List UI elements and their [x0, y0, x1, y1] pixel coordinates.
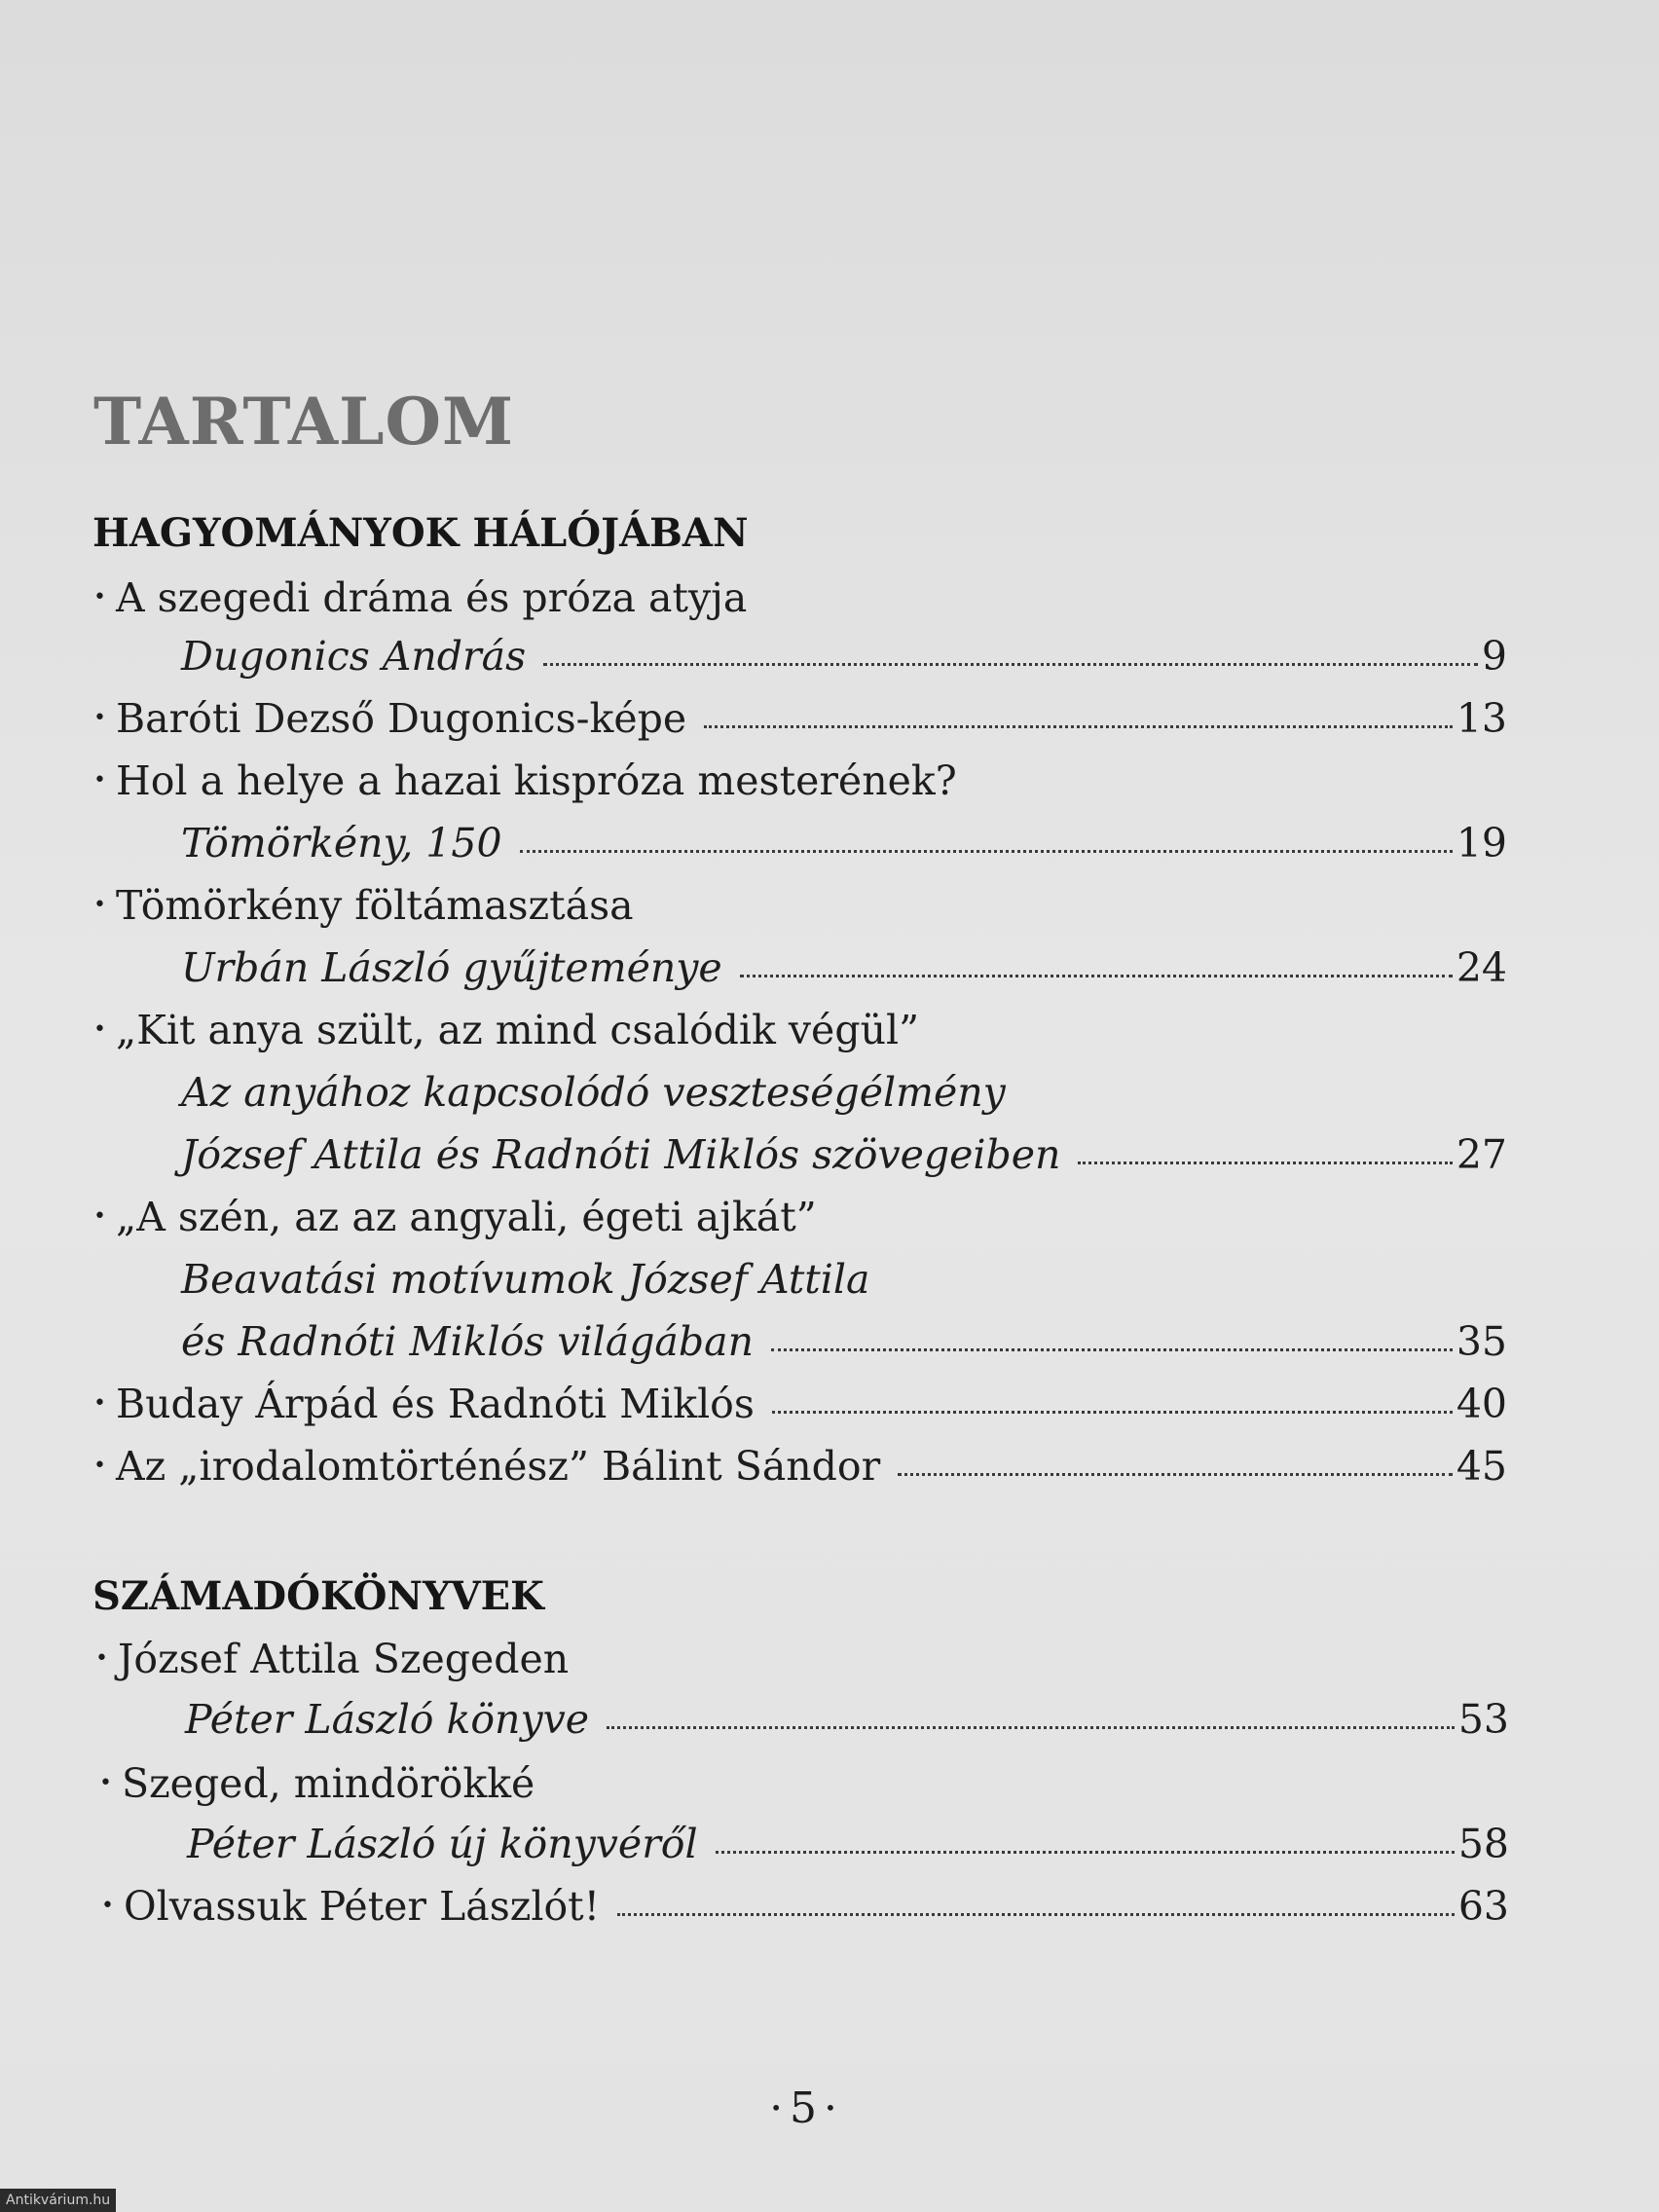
toc-entry-subtitle: és Radnóti Miklós világában [181, 1318, 754, 1365]
toc-page-number: 63 [1457, 1883, 1509, 1930]
toc-entry-title: • Szeged, mindörökké [99, 1760, 535, 1807]
page-title: TARTALOM [93, 384, 515, 460]
dot-leader [607, 1725, 1455, 1729]
page-number-footer [0, 2083, 1606, 2133]
bullet-icon: • [93, 1390, 106, 1416]
toc-entry-leader-row[interactable] [93, 1381, 1507, 1427]
toc-page-number: 45 [1456, 1443, 1507, 1490]
bullet-icon: • [93, 1016, 106, 1042]
toc-entry-leader-row[interactable] [187, 1821, 1509, 1867]
toc-entry-leader-row[interactable] [101, 1883, 1509, 1930]
toc-entry-subtitle: Az anyához kapcsolódó veszteségélmény [181, 1069, 1006, 1116]
bullet-icon: • [95, 1645, 108, 1671]
toc-page-number: 9 [1481, 633, 1507, 680]
section-heading: HAGYOMÁNYOK HÁLÓJÁBAN [92, 510, 749, 556]
toc-entry-leader-row[interactable] [93, 695, 1507, 742]
toc-entry-leader-row[interactable] [181, 820, 1507, 866]
bullet-icon: • [93, 892, 106, 917]
toc-entry-leader-row[interactable] [93, 1443, 1507, 1490]
bullet-icon: • [93, 1203, 106, 1229]
dot-leader [543, 662, 1478, 666]
section-heading: SZÁMADÓKÖNYVEK [92, 1573, 544, 1619]
dot-leader [772, 1410, 1453, 1414]
dot-leader [740, 974, 1453, 977]
toc-entry-title: • József Attila Szegeden [95, 1636, 570, 1682]
folio-number: 5 [790, 2083, 817, 2133]
toc-page-number: 53 [1457, 1696, 1509, 1743]
dot-leader [716, 1850, 1455, 1854]
bullet-icon: • [101, 1893, 114, 1918]
toc-entry-subtitle: Urbán László gyűjteménye [181, 944, 722, 991]
toc-entry-leader-row[interactable] [181, 1318, 1507, 1365]
toc-entry-title: Buday Árpád és Radnóti Miklós [115, 1381, 755, 1427]
toc-entry-title: Az „irodalomtörténész” Bálint Sándor [115, 1443, 881, 1490]
bullet-icon: • [825, 2095, 836, 2120]
toc-entry-leader-row[interactable] [181, 633, 1507, 680]
toc-entry-leader-row[interactable] [181, 1131, 1507, 1178]
toc-entry-leader-row[interactable] [181, 944, 1507, 991]
toc-entry-subtitle: József Attila és Radnóti Miklós szövegeiben [181, 1131, 1061, 1178]
bullet-icon: • [93, 705, 106, 730]
toc-page-number: 40 [1456, 1381, 1507, 1427]
toc-entry-subtitle: Péter László új könyvéről [187, 1821, 698, 1867]
toc-entry-title: • „A szén, az az angyali, égeti ajkát” [93, 1194, 817, 1240]
dot-leader [520, 849, 1453, 853]
dot-leader [1078, 1161, 1452, 1164]
toc-entry-title: Olvassuk Péter Lászlót! [123, 1883, 601, 1930]
bullet-icon: • [93, 1453, 106, 1478]
dot-leader [704, 724, 1453, 728]
dot-leader [617, 1912, 1455, 1916]
toc-entry-subtitle: Dugonics András [181, 633, 527, 680]
bullet-icon: • [99, 1770, 112, 1795]
dot-leader [898, 1472, 1453, 1476]
toc-entry-title: • Hol a helye a hazai kispróza mesterének? [93, 757, 957, 804]
toc-entry-leader-row[interactable] [185, 1696, 1509, 1743]
toc-entry-subtitle: Péter László könyve [185, 1696, 590, 1743]
dot-leader [771, 1347, 1453, 1351]
bullet-icon: • [93, 584, 106, 609]
toc-entry-subtitle: Tömörkény, 150 [181, 820, 502, 866]
toc-page-number: 13 [1456, 695, 1507, 742]
toc-page-number: 27 [1456, 1131, 1507, 1178]
toc-entry-title: Baróti Dezső Dugonics-képe [115, 695, 687, 742]
bullet-icon: • [770, 2095, 782, 2120]
toc-page-number: 58 [1457, 1821, 1509, 1867]
watermark: Antikvárium.hu [0, 2189, 116, 2212]
toc-entry-title: • „Kit anya szült, az mind csalódik végül” [93, 1007, 920, 1053]
toc-entry-subtitle: Beavatási motívumok József Attila [181, 1256, 870, 1303]
toc-page-number: 24 [1456, 944, 1507, 991]
toc-page-number: 19 [1456, 820, 1507, 866]
toc-page-number: 35 [1456, 1318, 1507, 1365]
bullet-icon: • [93, 767, 106, 793]
toc-entry-title: • Tömörkény föltámasztása [93, 882, 634, 929]
toc-entry-title: • A szegedi dráma és próza atyja [93, 574, 748, 621]
